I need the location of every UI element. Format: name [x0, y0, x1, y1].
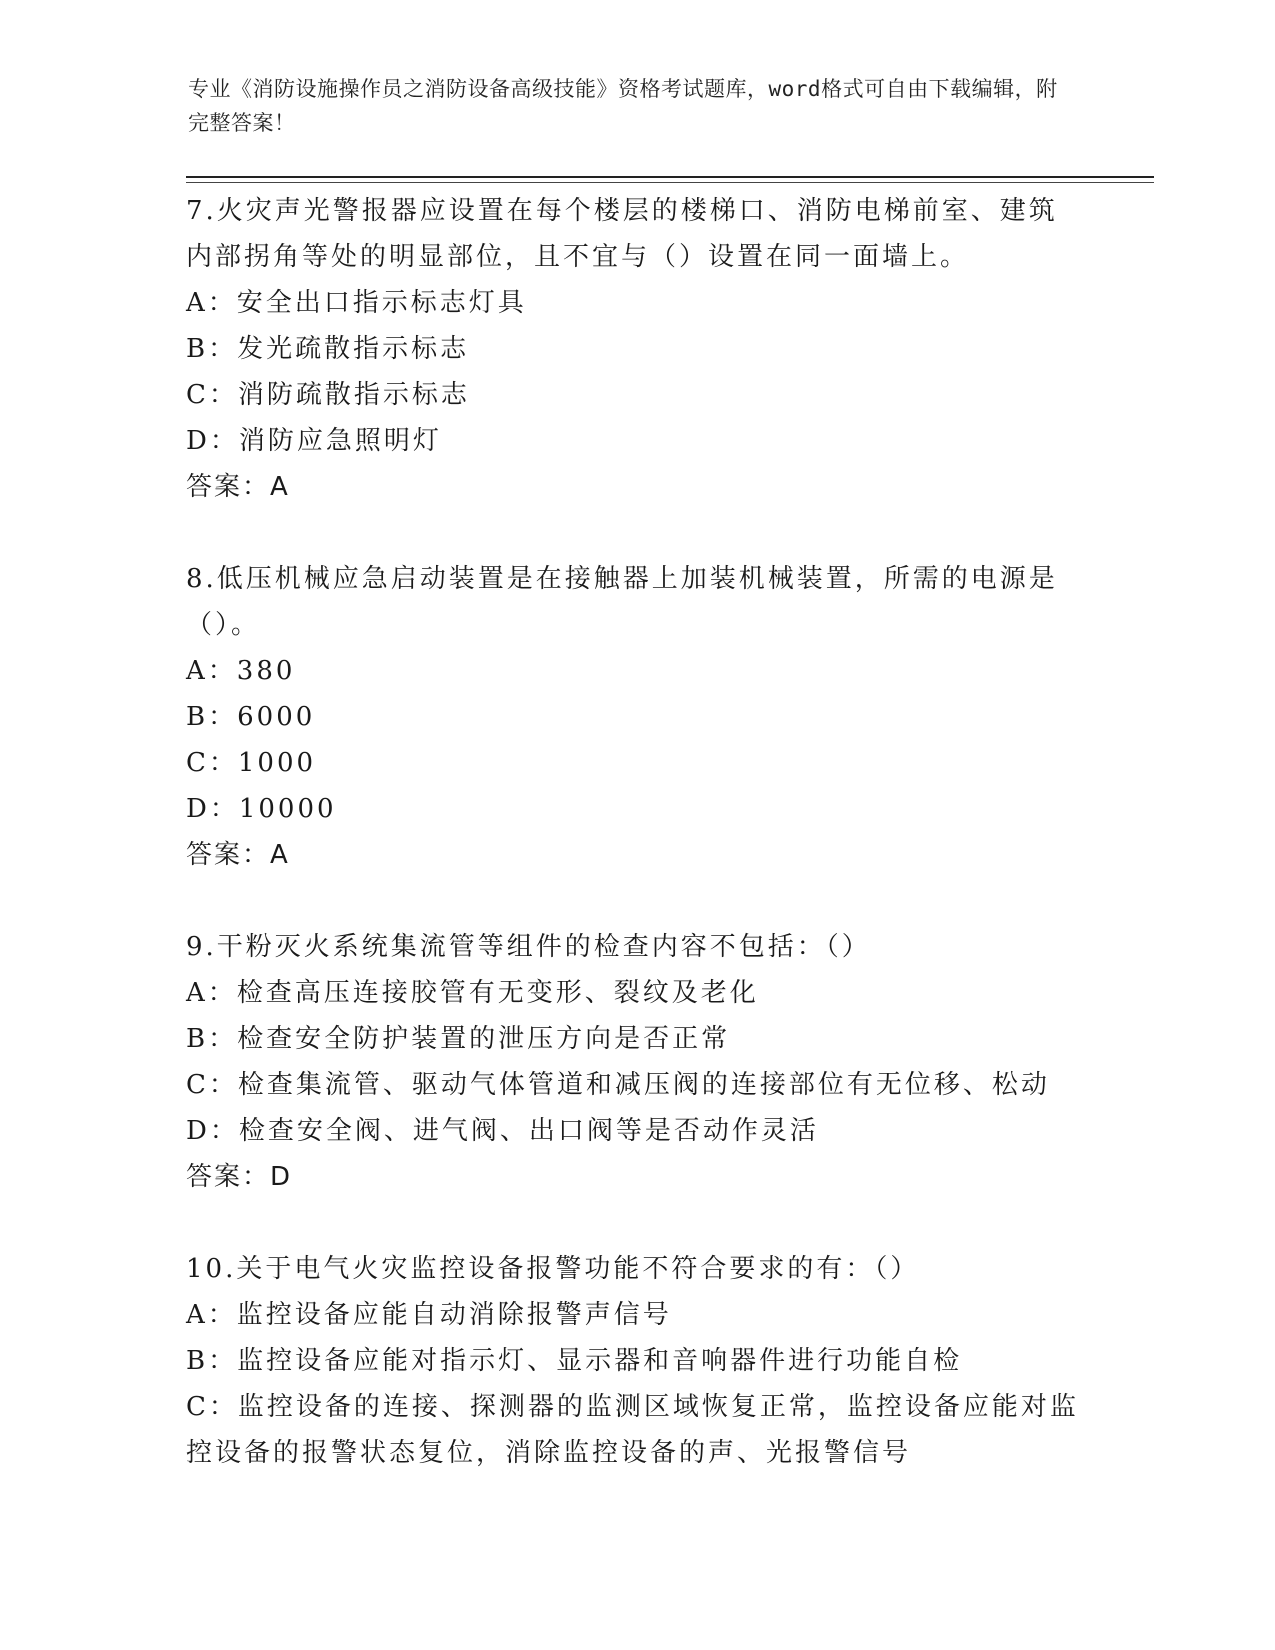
answer: 答案：A: [186, 840, 290, 870]
option-b: B：检查安全防护装置的泄压方向是否正常: [186, 1024, 731, 1054]
question-8: [186, 556, 1086, 878]
header-rule-thin: [186, 182, 1154, 183]
question-9: [186, 924, 1086, 1200]
option-a: A：监控设备应能自动消除报警声信号: [186, 1300, 672, 1330]
question-10: [186, 1246, 1086, 1476]
option-b: B：6000: [186, 702, 316, 732]
document-header: 专业《消防设施操作员之消防设备高级技能》资格考试题库，word格式可自由下载编辑，附完整答案！: [188, 77, 1058, 135]
option-d: D：10000: [186, 794, 337, 824]
question-stem: 7.火灾声光警报器应设置在每个楼层的楼梯口、消防电梯前室、建筑内部拐角等处的明显部位，且不宜与（）设置在同一面墙上。: [186, 196, 1058, 272]
option-c: C：检查集流管、驱动气体管道和减压阀的连接部位有无位移、松动: [186, 1070, 1050, 1100]
option-a: A：检查高压连接胶管有无变形、裂纹及老化: [186, 978, 759, 1008]
question-stem: 9.干粉灭火系统集流管等组件的检查内容不包括：（）: [186, 932, 871, 962]
option-d: D：消防应急照明灯: [186, 426, 442, 456]
option-a: A：380: [186, 656, 296, 686]
option-c: C：1000: [186, 748, 317, 778]
option-c: C：监控设备的连接、探测器的监测区域恢复正常，监控设备应能对监控设备的报警状态复位，消除监控设备的声、光报警信号: [186, 1392, 1079, 1468]
option-c: C：消防疏散指示标志: [186, 380, 470, 410]
answer: 答案：A: [186, 472, 290, 502]
option-a: A：安全出口指示标志灯具: [186, 288, 527, 318]
option-b: B：监控设备应能对指示灯、显示器和音响器件进行功能自检: [186, 1346, 963, 1376]
header-rule-thick: [186, 176, 1154, 178]
question-stem: 8.低压机械应急启动装置是在接触器上加装机械装置，所需的电源是（）。: [186, 564, 1058, 640]
question-list: [186, 188, 1086, 1522]
option-d: D：检查安全阀、进气阀、出口阀等是否动作灵活: [186, 1116, 819, 1146]
answer: 答案：D: [186, 1162, 293, 1192]
option-b: B：发光疏散指示标志: [186, 334, 470, 364]
question-stem: 10.关于电气火灾监控设备报警功能不符合要求的有：（）: [186, 1254, 920, 1284]
question-7: [186, 188, 1086, 510]
